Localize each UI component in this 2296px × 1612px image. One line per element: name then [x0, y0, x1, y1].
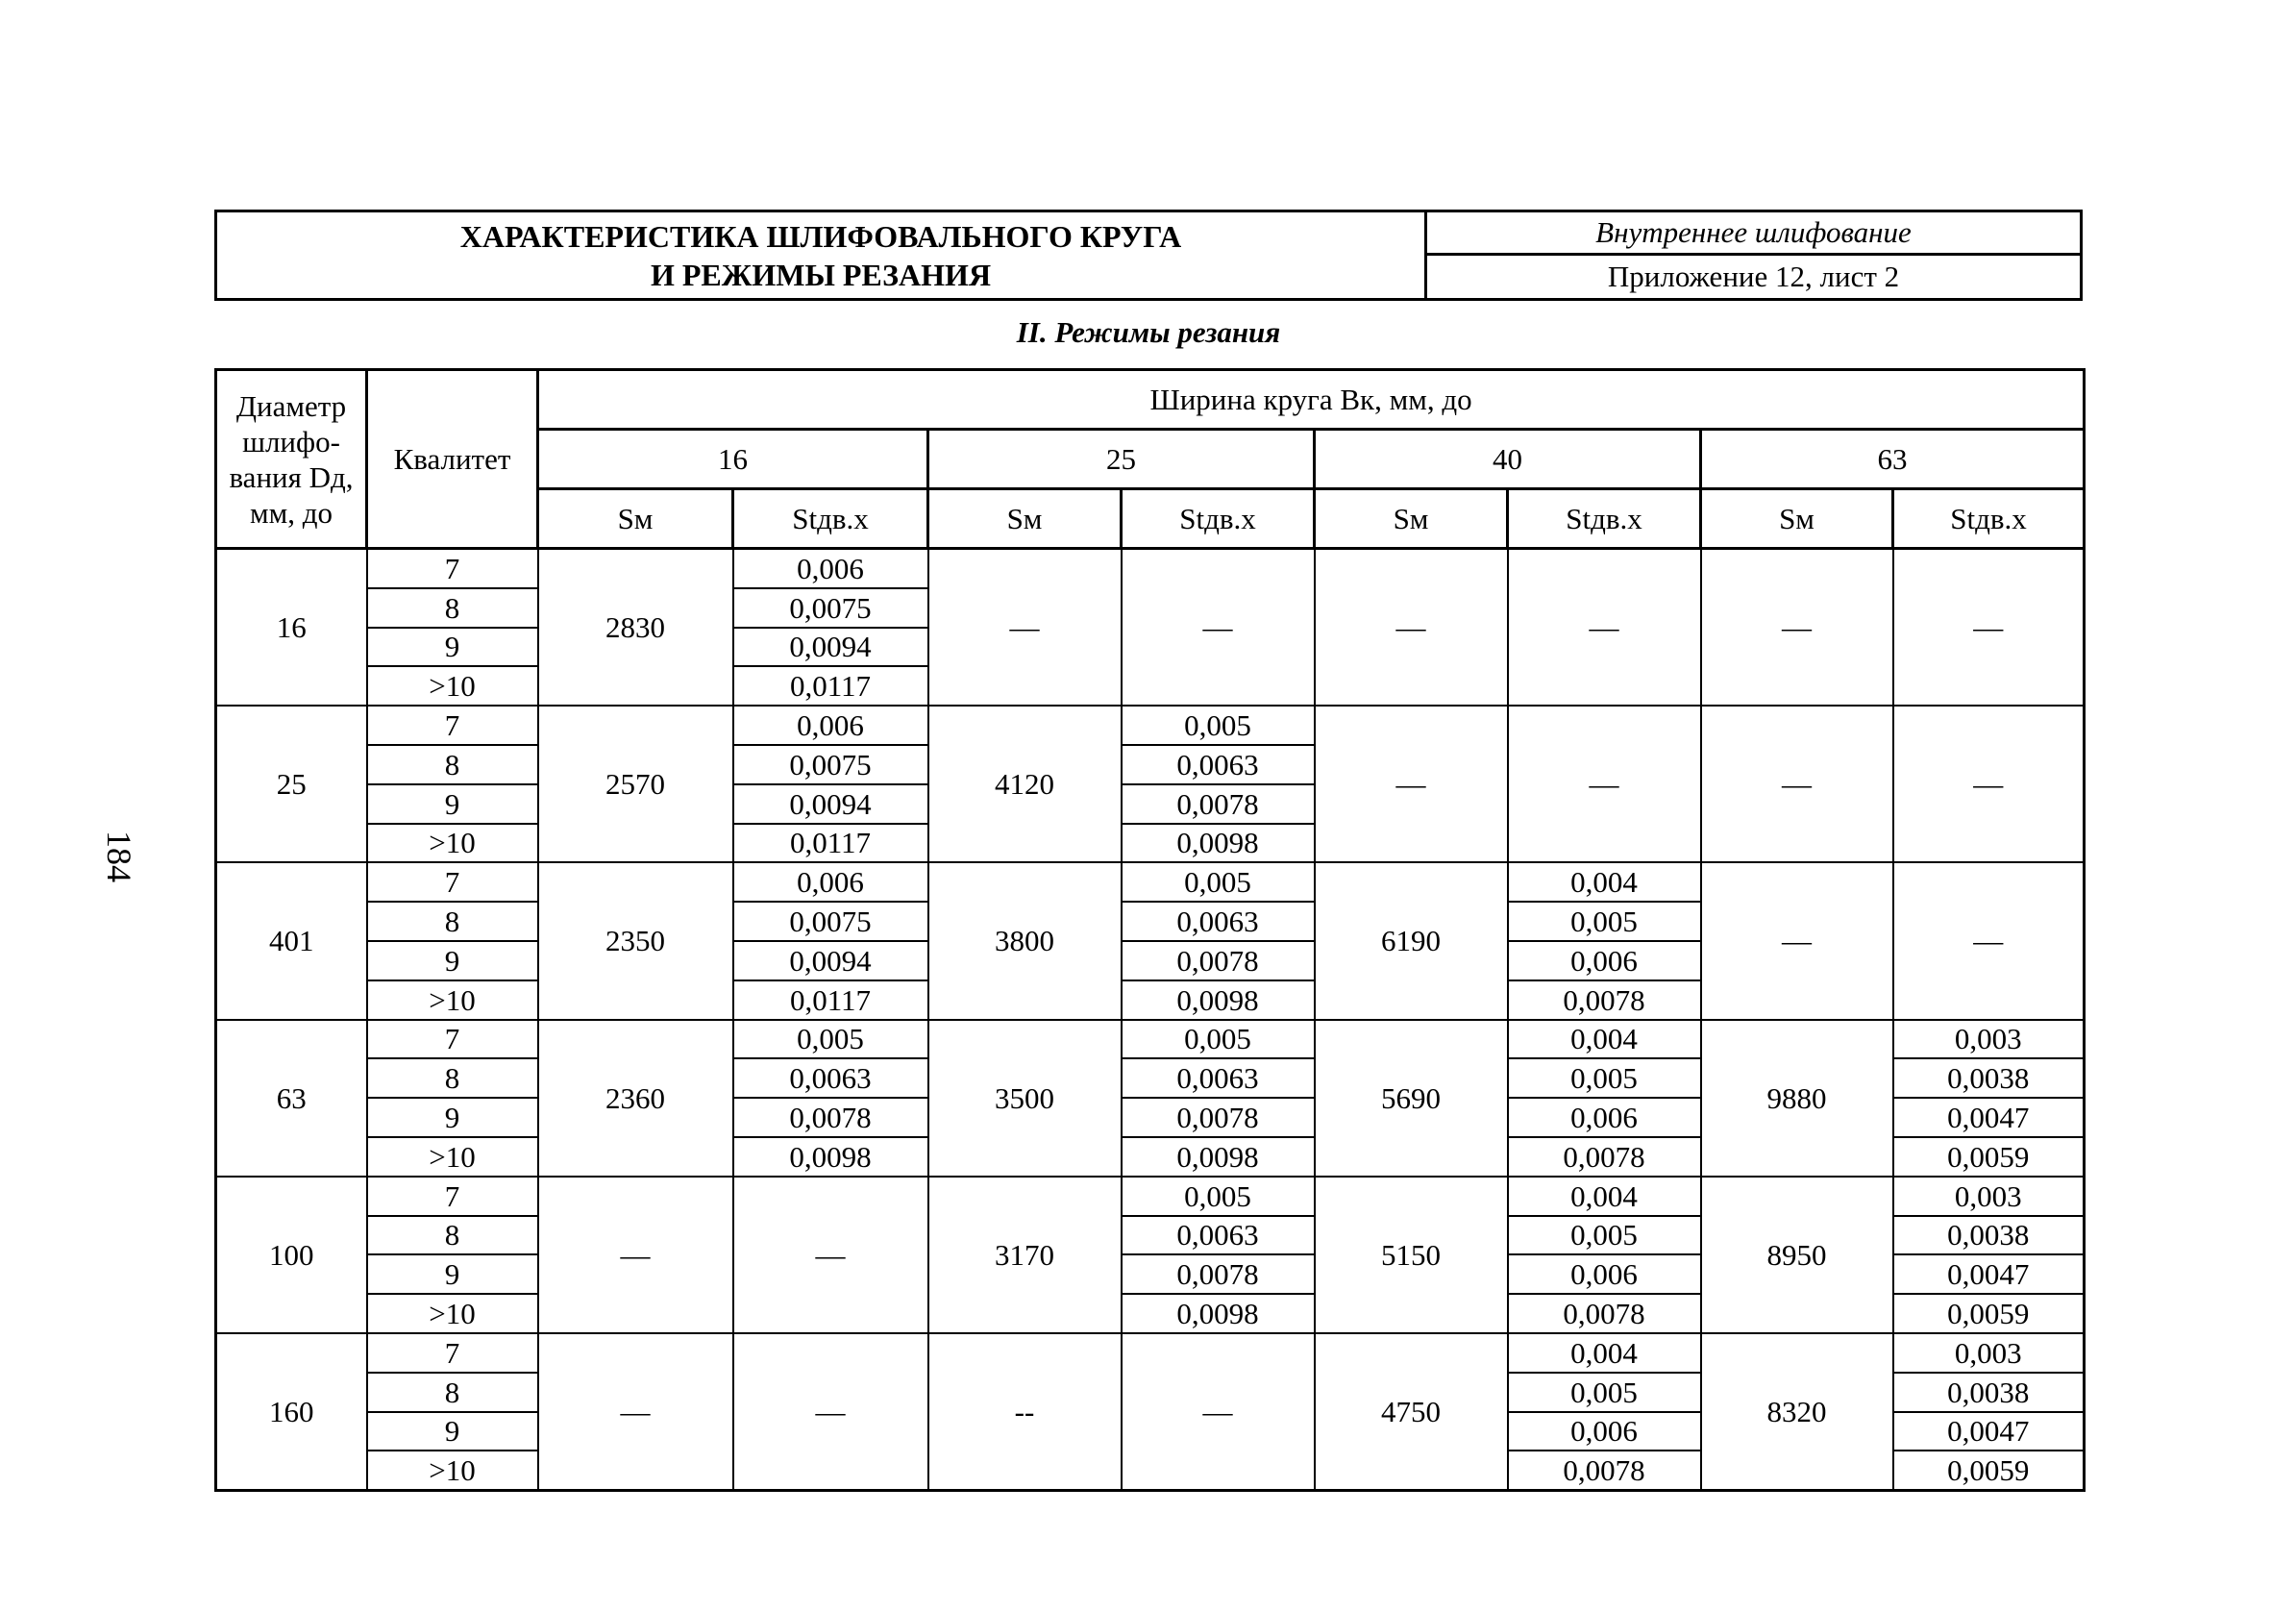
cell-st: 0,0078 — [1122, 1098, 1315, 1137]
column-header-st: Stдв.x — [1893, 489, 2085, 549]
table-body — [216, 549, 2085, 1491]
header-title-line2: И РЕЖИМЫ РЕЗАНИЯ — [650, 257, 992, 292]
cell-sm: — — [538, 1333, 733, 1491]
cell-sm: -- — [928, 1333, 1122, 1491]
cell-st: 0,0078 — [1508, 980, 1701, 1020]
section-title: II. Режимы резания — [1016, 315, 1281, 349]
cell-st: 0,006 — [733, 549, 928, 588]
column-header-quality: Квалитет — [367, 370, 538, 549]
cell-st: 0,005 — [1508, 1373, 1701, 1412]
cutting-modes-table — [214, 368, 2086, 1492]
cell-quality: >10 — [367, 1451, 538, 1490]
cell-st: 0,003 — [1893, 1177, 2085, 1216]
cell-quality: 8 — [367, 745, 538, 784]
cell-st: 0,005 — [1508, 902, 1701, 941]
cell-st: 0,0094 — [733, 784, 928, 824]
cell-st: 0,0038 — [1893, 1373, 2085, 1412]
diameter-header-line: шлифо- — [242, 424, 340, 459]
cell-st: 0,0075 — [733, 902, 928, 941]
cell-sm: 6190 — [1315, 862, 1508, 1019]
cell-st: 0,006 — [1508, 941, 1701, 980]
cell-st: 0,0078 — [1508, 1137, 1701, 1177]
cell-st: 0,005 — [1508, 1216, 1701, 1255]
cell-sm: 2570 — [538, 706, 733, 862]
cell-st: 0,005 — [1122, 862, 1315, 902]
cell-st: 0,006 — [1508, 1254, 1701, 1294]
cell-quality: 8 — [367, 1373, 538, 1412]
header-subtitle: Внутреннее шлифование — [1426, 211, 2082, 255]
cell-st: — — [733, 1177, 928, 1333]
cell-sm: 4120 — [928, 706, 1122, 862]
cell-st: 0,0047 — [1893, 1254, 2085, 1294]
cell-st: 0,0047 — [1893, 1412, 2085, 1451]
cell-sm: 5150 — [1315, 1177, 1508, 1333]
cell-st: 0,0078 — [733, 1098, 928, 1137]
column-header-sm: Sм — [1701, 489, 1893, 549]
cell-st: — — [733, 1333, 928, 1491]
header-title-line1: ХАРАКТЕРИСТИКА ШЛИФОВАЛЬНОГО КРУГА — [459, 218, 1182, 254]
cell-st: 0,004 — [1508, 1177, 1701, 1216]
cell-st: 0,0098 — [733, 1137, 928, 1177]
cell-quality: 7 — [367, 1177, 538, 1216]
cell-st: 0,005 — [1122, 1020, 1315, 1059]
cell-st: 0,0059 — [1893, 1137, 2085, 1177]
cell-st: 0,006 — [1508, 1098, 1701, 1137]
cell-sm: 4750 — [1315, 1333, 1508, 1491]
cell-quality: >10 — [367, 980, 538, 1020]
cell-st: 0,0094 — [733, 941, 928, 980]
column-header-st: Stдв.x — [733, 489, 928, 549]
cell-quality: 9 — [367, 784, 538, 824]
cell-sm: 2350 — [538, 862, 733, 1019]
cell-sm: 8950 — [1701, 1177, 1893, 1333]
cell-st: 0,006 — [733, 706, 928, 745]
cell-st: 0,0078 — [1122, 784, 1315, 824]
cell-quality: >10 — [367, 1137, 538, 1177]
header-title — [216, 211, 1426, 300]
cell-st: — — [1122, 1333, 1315, 1491]
document-header — [214, 210, 2083, 301]
cell-st: 0,0063 — [1122, 902, 1315, 941]
cell-diameter: 16 — [216, 549, 367, 707]
cell-st: — — [1893, 706, 2085, 862]
table-row — [216, 1177, 2085, 1216]
cell-st: 0,005 — [733, 1020, 928, 1059]
column-header-width-16: 16 — [538, 430, 928, 489]
cell-st: 0,0075 — [733, 588, 928, 628]
cell-st: 0,0059 — [1893, 1451, 2085, 1490]
cell-quality: >10 — [367, 1294, 538, 1333]
cell-st: 0,0063 — [733, 1058, 928, 1098]
cell-st: 0,0078 — [1508, 1451, 1701, 1490]
cell-st: 0,0078 — [1508, 1294, 1701, 1333]
column-header-width-25: 25 — [928, 430, 1315, 489]
cell-quality: 7 — [367, 706, 538, 745]
cell-sm: 2360 — [538, 1020, 733, 1177]
cell-st: 0,0038 — [1893, 1058, 2085, 1098]
cell-st: 0,005 — [1122, 1177, 1315, 1216]
cell-st: — — [1893, 862, 2085, 1019]
cell-st: — — [1893, 549, 2085, 707]
cell-st: — — [1508, 549, 1701, 707]
cell-st: 0,0094 — [733, 628, 928, 667]
cell-diameter: 100 — [216, 1177, 367, 1333]
cell-st: 0,0098 — [1122, 980, 1315, 1020]
cell-quality: 7 — [367, 1333, 538, 1373]
cell-st: 0,0098 — [1122, 1137, 1315, 1177]
cell-sm: — — [538, 1177, 733, 1333]
column-header-sm: Sм — [1315, 489, 1508, 549]
cell-st: 0,0078 — [1122, 1254, 1315, 1294]
cell-quality: 9 — [367, 628, 538, 667]
cell-diameter: 160 — [216, 1333, 367, 1491]
cell-quality: 9 — [367, 1412, 538, 1451]
cell-st: 0,004 — [1508, 1020, 1701, 1059]
cell-sm: — — [1315, 706, 1508, 862]
diameter-header-line: мм, до — [249, 495, 333, 530]
table-row — [216, 706, 2085, 745]
cell-st: 0,006 — [1508, 1412, 1701, 1451]
cell-quality: 7 — [367, 1020, 538, 1059]
cell-st: 0,0078 — [1122, 941, 1315, 980]
table-row — [216, 549, 2085, 588]
cell-st: — — [1122, 549, 1315, 707]
cell-sm: 8320 — [1701, 1333, 1893, 1491]
cell-sm: — — [928, 549, 1122, 707]
diameter-header-line: вания Dд, — [229, 459, 354, 494]
cell-sm: 3500 — [928, 1020, 1122, 1177]
cell-sm: — — [1701, 549, 1893, 707]
cell-sm: 9880 — [1701, 1020, 1893, 1177]
column-header-st: Stдв.x — [1508, 489, 1701, 549]
diameter-header-line: Диаметр — [235, 388, 347, 423]
cell-quality: 8 — [367, 902, 538, 941]
cell-st: 0,003 — [1893, 1333, 2085, 1373]
cell-st: 0,0038 — [1893, 1216, 2085, 1255]
cell-quality: 8 — [367, 588, 538, 628]
cell-st: 0,0075 — [733, 745, 928, 784]
cell-quality: 7 — [367, 862, 538, 902]
column-header-wheel-width: Ширина круга Вк, мм, до — [538, 370, 2085, 430]
cell-st: 0,0063 — [1122, 1216, 1315, 1255]
cell-st: 0,0047 — [1893, 1098, 2085, 1137]
cell-quality: 9 — [367, 1254, 538, 1294]
column-header-width-40: 40 — [1315, 430, 1701, 489]
cell-st: 0,004 — [1508, 1333, 1701, 1373]
cell-sm: 3170 — [928, 1177, 1122, 1333]
cell-st: 0,004 — [1508, 862, 1701, 902]
cell-st: 0,0117 — [733, 980, 928, 1020]
cell-st: 0,0098 — [1122, 824, 1315, 863]
table-row — [216, 862, 2085, 902]
header-appendix: Приложение 12, лист 2 — [1426, 255, 2082, 300]
page-number: 184 — [100, 831, 138, 882]
cell-quality: 9 — [367, 1098, 538, 1137]
cell-st: 0,005 — [1122, 706, 1315, 745]
table-row — [216, 1333, 2085, 1373]
cell-st: 0,0117 — [733, 824, 928, 863]
cell-sm: — — [1701, 862, 1893, 1019]
cell-quality: 8 — [367, 1058, 538, 1098]
cell-sm: — — [1701, 706, 1893, 862]
cell-quality: 7 — [367, 549, 538, 588]
cell-st: 0,0059 — [1893, 1294, 2085, 1333]
cell-diameter: 401 — [216, 862, 367, 1019]
cell-diameter: 63 — [216, 1020, 367, 1177]
cell-sm: 2830 — [538, 549, 733, 707]
cell-quality: 9 — [367, 941, 538, 980]
column-header-sm: Sм — [538, 489, 733, 549]
cell-st: 0,005 — [1508, 1058, 1701, 1098]
cell-st: 0,0063 — [1122, 1058, 1315, 1098]
cell-st: 0,0117 — [733, 666, 928, 706]
cell-quality: >10 — [367, 824, 538, 863]
cell-quality: 8 — [367, 1216, 538, 1255]
cell-st: 0,0098 — [1122, 1294, 1315, 1333]
cell-st: 0,0063 — [1122, 745, 1315, 784]
cell-sm: 3800 — [928, 862, 1122, 1019]
cell-sm: — — [1315, 549, 1508, 707]
column-header-diameter — [216, 370, 367, 549]
column-header-width-63: 63 — [1701, 430, 2085, 489]
cell-st: — — [1508, 706, 1701, 862]
cell-quality: >10 — [367, 666, 538, 706]
cell-st: 0,003 — [1893, 1020, 2085, 1059]
cell-sm: 5690 — [1315, 1020, 1508, 1177]
table-row — [216, 1020, 2085, 1059]
cell-st: 0,006 — [733, 862, 928, 902]
column-header-st: Stдв.x — [1122, 489, 1315, 549]
cell-diameter: 25 — [216, 706, 367, 862]
column-header-sm: Sм — [928, 489, 1122, 549]
